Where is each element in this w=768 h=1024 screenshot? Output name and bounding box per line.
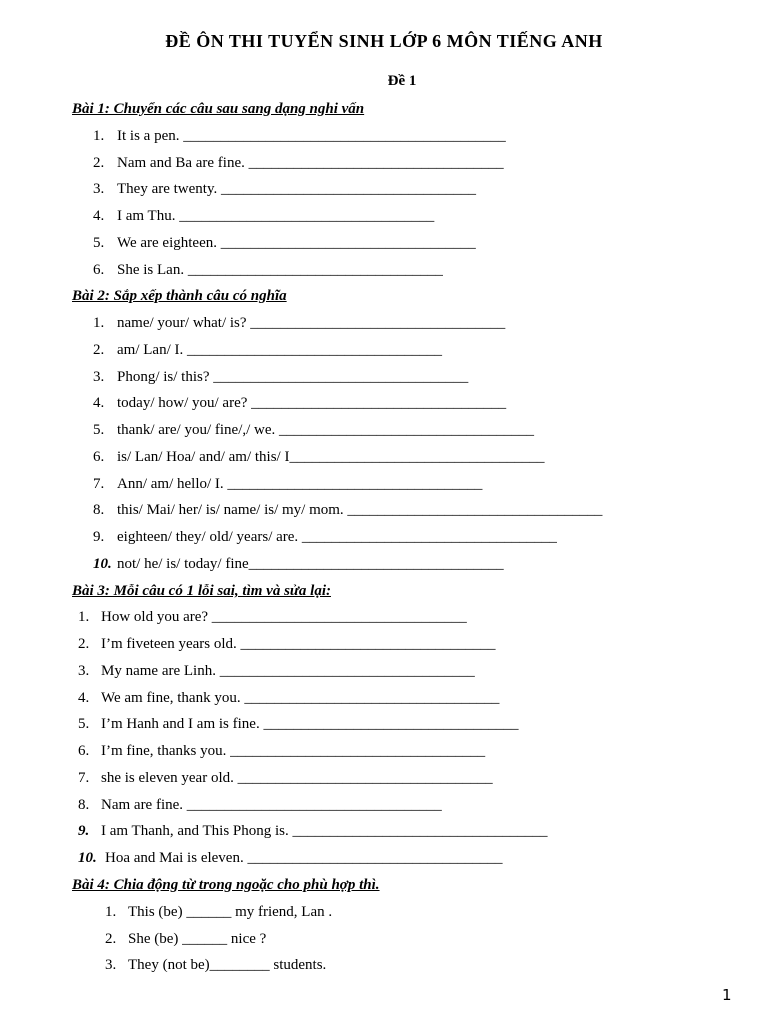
item-number: 4. <box>93 208 105 224</box>
item-text: Nam are fine. __________________________________ <box>101 797 442 813</box>
item-text: They are twenty. __________________________________ <box>117 181 476 197</box>
item-number: 2. <box>78 636 90 652</box>
item-number: 7. <box>93 476 105 492</box>
item-number: 4. <box>93 395 105 411</box>
item-text: name/ your/ what/ is? __________________________________ <box>117 315 506 331</box>
item-text: How old you are? __________________________________ <box>101 609 467 625</box>
item-text: I am Thu. __________________________________ <box>117 208 435 224</box>
item-text: Ann/ am/ hello/ I. __________________________________ <box>117 476 483 492</box>
item-text: I’m fiveteen years old. __________________________________ <box>101 636 496 652</box>
section-heading-4: Bài 4: Chia động từ trong ngoặc cho phù hợp thì. <box>72 877 380 893</box>
item-number: 9. <box>93 529 105 545</box>
page-title: ĐỀ ÔN THI TUYỂN SINH LỚP 6 MÔN TIẾNG ANH <box>165 31 603 51</box>
item-number: 3. <box>105 957 117 973</box>
item-number: 1. <box>105 904 117 920</box>
item-number: 2. <box>105 931 117 947</box>
item-text: Phong/ is/ this? __________________________________ <box>117 369 469 385</box>
section-heading-3: Bài 3: Mỗi câu có 1 lỗi sai, tìm và sửa lại: <box>72 583 331 599</box>
item-text: this/ Mai/ her/ is/ name/ is/ my/ mom. __________________________________ <box>117 502 603 518</box>
item-number: 2. <box>93 342 105 358</box>
item-number: 5. <box>93 422 105 438</box>
item-text: I’m fine, thanks you. __________________________________ <box>101 743 486 759</box>
item-text: Nam and Ba are fine. __________________________________ <box>117 155 504 171</box>
section-heading-2: Bài 2: Sắp xếp thành câu có nghĩa <box>72 288 287 304</box>
item-text: This (be) ______ my friend, Lan . <box>128 904 333 920</box>
item-text: thank/ are/ you/ fine/,/ we. __________________________________ <box>117 422 535 438</box>
item-text: We are eighteen. __________________________________ <box>117 235 476 251</box>
item-number: 7. <box>78 770 90 786</box>
item-text: eighteen/ they/ old/ years/ are. __________________________________ <box>117 529 557 545</box>
item-text: It is a pen. ___________________________________________ <box>117 128 506 144</box>
item-number: 8. <box>93 502 105 518</box>
section-heading-1: Bài 1: Chuyển các câu sau sang dạng nghi vấn <box>72 101 365 117</box>
item-number: 3. <box>93 369 105 385</box>
item-number: 10. <box>93 556 112 572</box>
item-number: 6. <box>78 743 90 759</box>
item-number: 10. <box>78 850 97 866</box>
item-text: is/ Lan/ Hoa/ and/ am/ this/ I__________________________________ <box>117 449 545 465</box>
item-number: 3. <box>93 181 105 197</box>
item-number: 8. <box>78 797 90 813</box>
item-number: 5. <box>78 716 90 732</box>
item-text: today/ how/ you/ are? __________________________________ <box>117 395 507 411</box>
item-number: 3. <box>78 663 90 679</box>
item-text: I am Thanh, and This Phong is. __________________________________ <box>101 823 548 839</box>
item-number: 2. <box>93 155 105 171</box>
item-text: Hoa and Mai is eleven. __________________________________ <box>105 850 503 866</box>
page-subtitle: Đề 1 <box>387 73 417 89</box>
item-text: am/ Lan/ I. __________________________________ <box>117 342 442 358</box>
item-text: She is Lan. __________________________________ <box>117 262 443 278</box>
item-number: 1. <box>93 128 105 144</box>
item-text: We am fine, thank you. __________________________________ <box>101 690 500 706</box>
item-text: They (not be)________ students. <box>128 957 327 973</box>
item-text: she is eleven year old. __________________________________ <box>101 770 493 786</box>
item-text: I’m Hanh and I am is fine. __________________________________ <box>101 716 519 732</box>
item-number: 6. <box>93 262 105 278</box>
item-text: She (be) ______ nice ? <box>128 931 267 947</box>
item-number: 4. <box>78 690 90 706</box>
item-number: 1. <box>78 609 90 625</box>
item-number: 5. <box>93 235 105 251</box>
item-text: not/ he/ is/ today/ fine__________________________________ <box>117 556 504 572</box>
item-number: 6. <box>93 449 105 465</box>
page-number: 1 <box>722 986 732 1004</box>
item-text: My name are Linh. __________________________________ <box>101 663 475 679</box>
item-number: 1. <box>93 315 105 331</box>
item-number: 9. <box>78 823 90 839</box>
